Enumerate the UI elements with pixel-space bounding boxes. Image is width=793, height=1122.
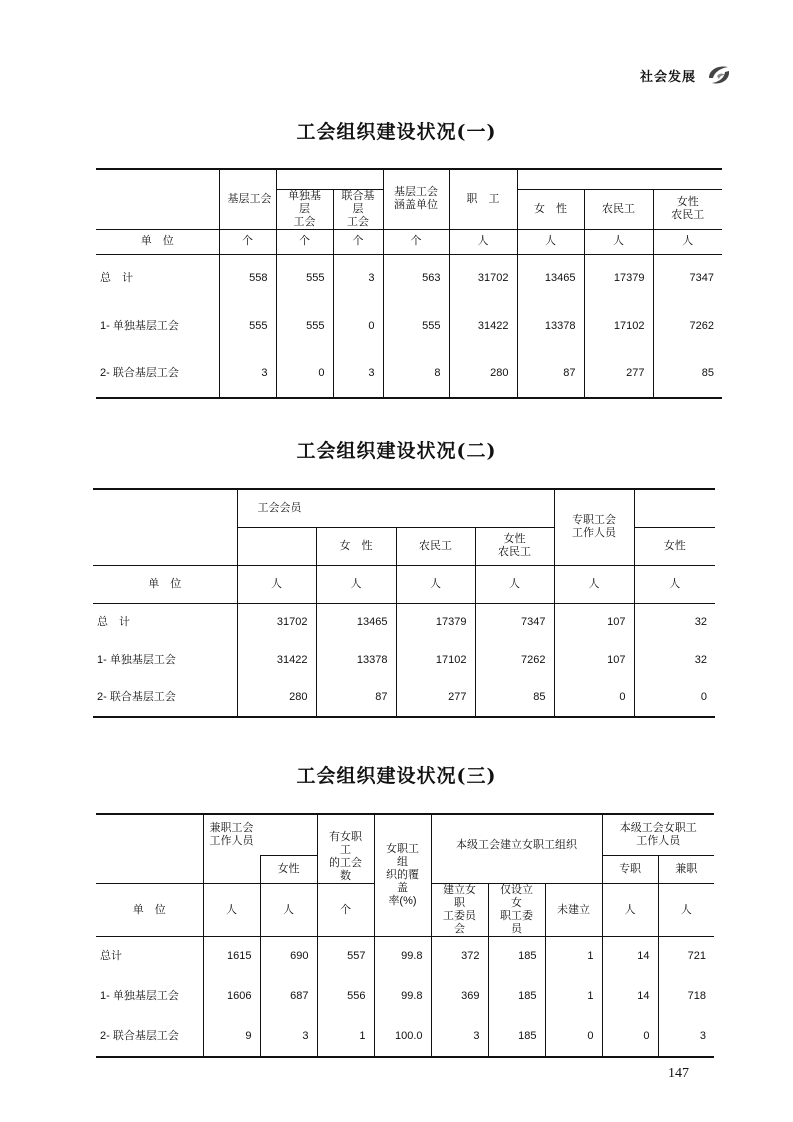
table-cell: 0 — [333, 302, 383, 350]
table-cell: 31422 — [237, 641, 316, 679]
unit-row — [93, 565, 715, 603]
table1-corner — [96, 169, 219, 229]
unit-cell: 人 — [237, 565, 316, 603]
table-cell: 99.8 — [374, 977, 431, 1017]
unit-row — [96, 229, 722, 254]
header-nongmingong: 农民工 — [396, 527, 475, 565]
header-jiceng: 基层工会 — [219, 169, 276, 229]
table3-title: 工会组织建设状况(三) — [296, 765, 497, 787]
unit-cell: 个 — [219, 229, 276, 254]
header-nvxing: 女 性 — [316, 527, 396, 565]
table-cell: 555 — [219, 302, 276, 350]
table-cell: 369 — [431, 977, 488, 1017]
table-cell: 185 — [488, 1017, 545, 1057]
table-cell: 557 — [317, 937, 374, 977]
row-label: 2- 联合基层工会 — [96, 1017, 203, 1057]
swirl-logo-icon — [704, 63, 734, 87]
table-cell: 1615 — [203, 937, 260, 977]
table-cell: 563 — [383, 254, 449, 302]
table-cell: 85 — [475, 679, 554, 717]
table-cell: 1 — [545, 977, 602, 1017]
table-cell: 280 — [237, 679, 316, 717]
unit-cell: 人 — [260, 884, 317, 937]
table-cell: 85 — [653, 350, 722, 398]
unit-label: 单 位 — [93, 565, 237, 603]
table-cell: 9 — [203, 1017, 260, 1057]
table-cell: 721 — [658, 937, 714, 977]
table-cell: 3 — [333, 350, 383, 398]
table-cell: 3 — [260, 1017, 317, 1057]
table-cell: 13378 — [517, 302, 584, 350]
table-cell: 87 — [517, 350, 584, 398]
page-number: 147 — [668, 1066, 689, 1081]
row-label: 总 计 — [93, 603, 237, 641]
row-label: 总 计 — [96, 254, 219, 302]
row-label: 1- 单独基层工会 — [93, 641, 237, 679]
header-nvxing: 女 性 — [517, 189, 584, 229]
table-cell: 555 — [276, 302, 333, 350]
table-cell: 8 — [383, 350, 449, 398]
table-cell: 17102 — [396, 641, 475, 679]
unit-label: 单 位 — [96, 884, 203, 937]
header-huiyuan: 工会会员 — [237, 489, 554, 527]
table-cell: 87 — [316, 679, 396, 717]
table-cell: 1 — [317, 1017, 374, 1057]
table-cell: 0 — [545, 1017, 602, 1057]
header-wei-jianli: 未建立 — [545, 884, 602, 937]
table-cell: 0 — [602, 1017, 658, 1057]
table2 — [93, 488, 715, 718]
table-cell: 32 — [634, 603, 715, 641]
table-cell: 31702 — [237, 603, 316, 641]
table-cell: 3 — [431, 1017, 488, 1057]
table-cell: 690 — [260, 937, 317, 977]
table-cell: 555 — [276, 254, 333, 302]
table-cell: 3 — [219, 350, 276, 398]
table-cell: 0 — [276, 350, 333, 398]
table-cell: 556 — [317, 977, 374, 1017]
table-row — [96, 254, 722, 302]
table-cell: 13378 — [316, 641, 396, 679]
table-row — [96, 977, 714, 1017]
unit-cell: 人 — [475, 565, 554, 603]
unit-cell: 人 — [203, 884, 260, 937]
unit-cell: 人 — [634, 565, 715, 603]
table-cell: 3 — [658, 1017, 714, 1057]
unit-cell: 个 — [333, 229, 383, 254]
unit-cell: 个 — [276, 229, 333, 254]
table-cell: 13465 — [517, 254, 584, 302]
table-cell: 14 — [602, 977, 658, 1017]
table-cell: 185 — [488, 937, 545, 977]
section-title: 社会发展 — [640, 69, 697, 85]
header-zhuanzhi: 专职工会 工作人员 — [554, 489, 634, 565]
row-label: 2- 联合基层工会 — [96, 350, 219, 398]
row-label: 1- 单独基层工会 — [96, 977, 203, 1017]
table2-corner — [93, 489, 237, 565]
header-zhigong: 职 工 — [449, 169, 517, 229]
header-fugai: 女职工组 织的覆盖 率(%) — [374, 814, 431, 937]
header-hangai: 基层工会 涵盖单位 — [383, 169, 449, 229]
unit-cell: 个 — [317, 884, 374, 937]
header-jianli: 建立女职 工委员会 — [431, 884, 488, 937]
table-cell: 555 — [383, 302, 449, 350]
table-cell: 185 — [488, 977, 545, 1017]
table-cell: 7262 — [475, 641, 554, 679]
header-lianhe: 联合基层 工会 — [333, 189, 383, 229]
page-header — [640, 62, 734, 88]
table-cell: 17379 — [396, 603, 475, 641]
table-cell: 1606 — [203, 977, 260, 1017]
table-cell: 3 — [333, 254, 383, 302]
header-you-nvzhigong: 有女职工 的工会数 — [317, 814, 374, 884]
header-jianzhi2: 兼职 — [658, 856, 714, 884]
header-jin-sheli: 仅设立女 职工委员 — [488, 884, 545, 937]
row-label: 2- 联合基层工会 — [93, 679, 237, 717]
table2-title: 工会组织建设状况(二) — [296, 440, 497, 462]
table-row — [93, 641, 715, 679]
table-cell: 32 — [634, 641, 715, 679]
table-cell: 718 — [658, 977, 714, 1017]
table-cell: 100.0 — [374, 1017, 431, 1057]
table3-corner — [96, 814, 203, 884]
table-row — [96, 937, 714, 977]
unit-cell: 人 — [396, 565, 475, 603]
table1 — [96, 168, 722, 399]
header-zhuanzhi: 专职 — [602, 856, 658, 884]
header-benji: 本级工会建立女职工组织 — [431, 814, 602, 884]
table1-title: 工会组织建设状况(一) — [296, 121, 497, 143]
table-cell: 7347 — [653, 254, 722, 302]
table-cell: 0 — [554, 679, 634, 717]
table-cell: 107 — [554, 641, 634, 679]
unit-cell: 人 — [517, 229, 584, 254]
unit-cell: 人 — [316, 565, 396, 603]
table-cell: 7347 — [475, 603, 554, 641]
table-row — [96, 350, 722, 398]
table-cell: 31702 — [449, 254, 517, 302]
header-dandu: 单独基层 工会 — [276, 189, 333, 229]
header-zz-nvxing: 女性 — [634, 527, 715, 565]
header-nvxing-nmg: 女性 农民工 — [653, 189, 722, 229]
table-cell: 7262 — [653, 302, 722, 350]
unit-cell: 人 — [554, 565, 634, 603]
table-cell: 17102 — [584, 302, 653, 350]
table-row — [93, 603, 715, 641]
table-cell: 277 — [396, 679, 475, 717]
table-cell: 0 — [634, 679, 715, 717]
header-nongmingong: 农民工 — [584, 189, 653, 229]
table-cell: 14 — [602, 937, 658, 977]
unit-cell: 人 — [658, 884, 714, 937]
table-cell: 17379 — [584, 254, 653, 302]
table-row — [93, 679, 715, 717]
table-cell: 277 — [584, 350, 653, 398]
table-cell: 558 — [219, 254, 276, 302]
unit-cell: 人 — [602, 884, 658, 937]
header-nv-staff: 本级工会女职工 工作人员 — [602, 814, 714, 856]
unit-cell: 人 — [653, 229, 722, 254]
table-row — [96, 302, 722, 350]
row-label: 总计 — [96, 937, 203, 977]
table-cell: 372 — [431, 937, 488, 977]
unit-cell: 个 — [383, 229, 449, 254]
unit-label: 单 位 — [96, 229, 219, 254]
table-cell: 687 — [260, 977, 317, 1017]
table-cell: 13465 — [316, 603, 396, 641]
unit-cell: 人 — [584, 229, 653, 254]
table-cell: 31422 — [449, 302, 517, 350]
table3 — [96, 813, 714, 1058]
table-cell: 99.8 — [374, 937, 431, 977]
row-label: 1- 单独基层工会 — [96, 302, 219, 350]
header-nvxing-nmg: 女性 农民工 — [475, 527, 554, 565]
header-jianzhi: 兼职工会 工作人员 — [203, 814, 317, 856]
header-jz-nvxing: 女性 — [260, 856, 317, 884]
table-cell: 107 — [554, 603, 634, 641]
unit-cell: 人 — [449, 229, 517, 254]
table-row — [96, 1017, 714, 1057]
table-cell: 280 — [449, 350, 517, 398]
table-cell: 1 — [545, 937, 602, 977]
